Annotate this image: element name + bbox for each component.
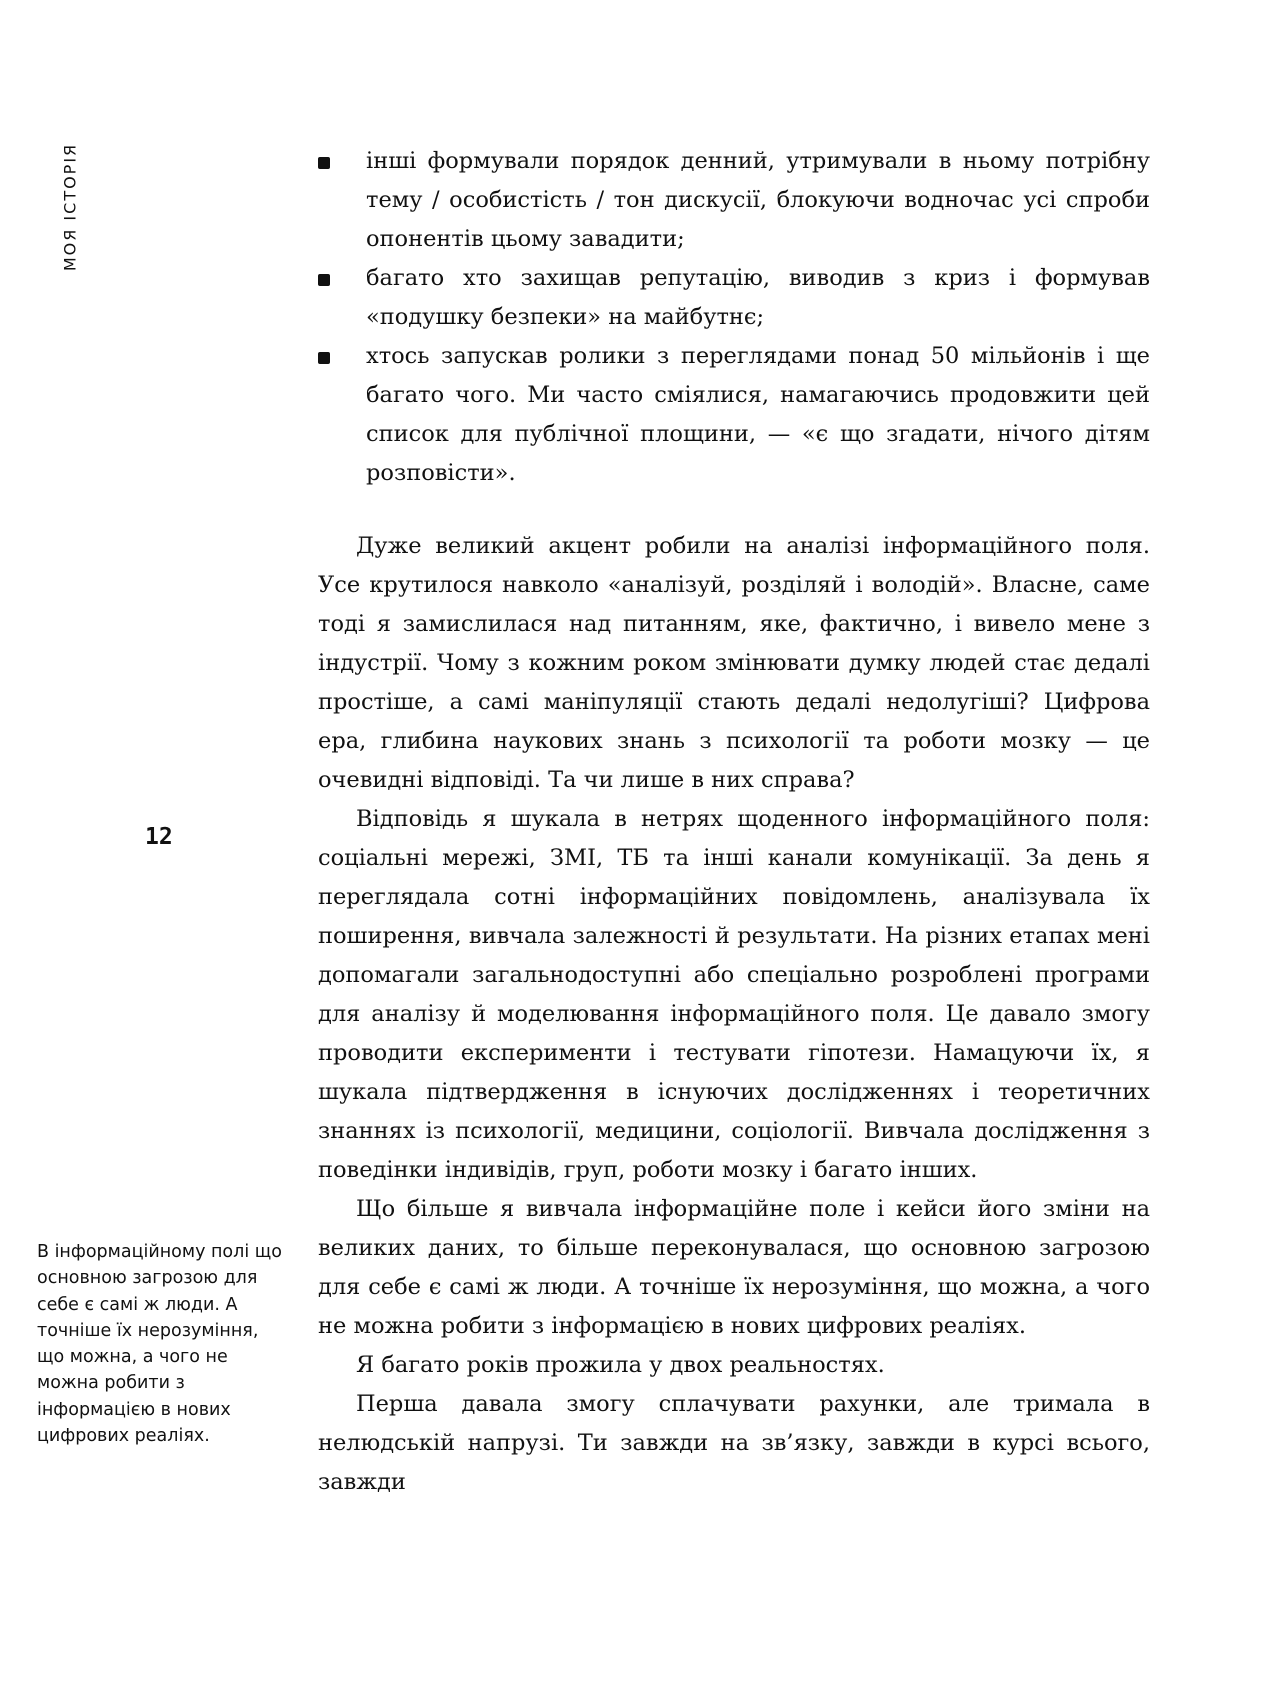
- page-number: 12: [145, 824, 173, 850]
- square-bullet-icon: [318, 274, 330, 286]
- square-bullet-icon: [318, 157, 330, 169]
- running-head-text: МОЯ ІСТОРІЯ: [60, 142, 80, 272]
- bullet-item: [318, 259, 1150, 337]
- square-bullet-icon: [318, 352, 330, 364]
- body-paragraph: Я багато років прожила у двох реальностях.: [356, 1352, 885, 1378]
- running-head: [60, 142, 80, 272]
- bullet-item: [318, 337, 1150, 493]
- bullet-text: хтось запускав ролики з переглядами понад 50 мільйонів і ще багато чого. Ми часто сміялися, намагаючись продовжити цей список для публічної площини, — «є що згадати, нічого дітям розповісти».: [366, 343, 1150, 486]
- bullet-text: інші формували порядок денний, утримували в ньому потрібну тему / особистість / тон дискусії, блокуючи водночас усі спроби опонентів цьому завадити;: [366, 148, 1150, 252]
- body-paragraph: Перша давала змогу сплачувати рахунки, але тримала в нелюдській напрузі. Ти завжди на зв’язку, завжди в курсі всього, завжди: [318, 1391, 1150, 1495]
- body-paragraph: Дуже великий акцент робили на аналізі інформаційного поля. Усе крутилося навколо «аналізуй, розділяй і володій». Власне, саме тоді я замислилася над питанням, яке, фактично, і вивело мене з індустрії. Чому з кожним роком змінювати думку людей стає дедалі простіше, а самі маніпуляції стають дедалі недолугіші? Цифрова ера, глибина наукових знань з психології та роботи мозку — це очевидні відповіді. Та чи лише в них справа?: [318, 533, 1150, 793]
- bullet-item: [318, 142, 1150, 259]
- bullet-list: [318, 142, 1150, 493]
- main-text-column: [318, 142, 1150, 1502]
- margin-note: В інформаційному полі що основною загрозою для себе є самі ж люди. А точніше їх нерозуміння, що можна, а чого не можна робити з інформацією в нових цифрових реаліях.: [37, 1242, 282, 1447]
- body-paragraph: Що більше я вивчала інформаційне поле і кейси його зміни на великих даних, то більше переконувалася, що основною загрозою для себе є самі ж люди. А точніше їх нерозуміння, що можна, а чого не можна робити з інформацією в нових цифрових реаліях.: [318, 1196, 1150, 1339]
- body-paragraph: Відповідь я шукала в нетрях щоденного інформаційного поля: соціальні мережі, ЗМІ, ТБ та інші канали комунікації. За день я переглядала сотні інформаційних повідомлень, аналізувала їх поширення, вивчала залежності й результати. На різних етапах мені допомагали загальнодоступні або спеціально розроблені програми для аналізу й моделювання інформаційного поля. Це давало змогу проводити експерименти і тестувати гіпотези. Намацуючи їх, я шукала підтвердження в існуючих дослідженнях і теоретичних знаннях із психології, медицини, соціології. Вивчала дослідження з поведінки індивідів, груп, роботи мозку і багато інших.: [318, 806, 1150, 1183]
- bullet-text: багато хто захищав репутацію, виводив з криз і формував «подушку безпеки» на майбутнє;: [366, 265, 1150, 330]
